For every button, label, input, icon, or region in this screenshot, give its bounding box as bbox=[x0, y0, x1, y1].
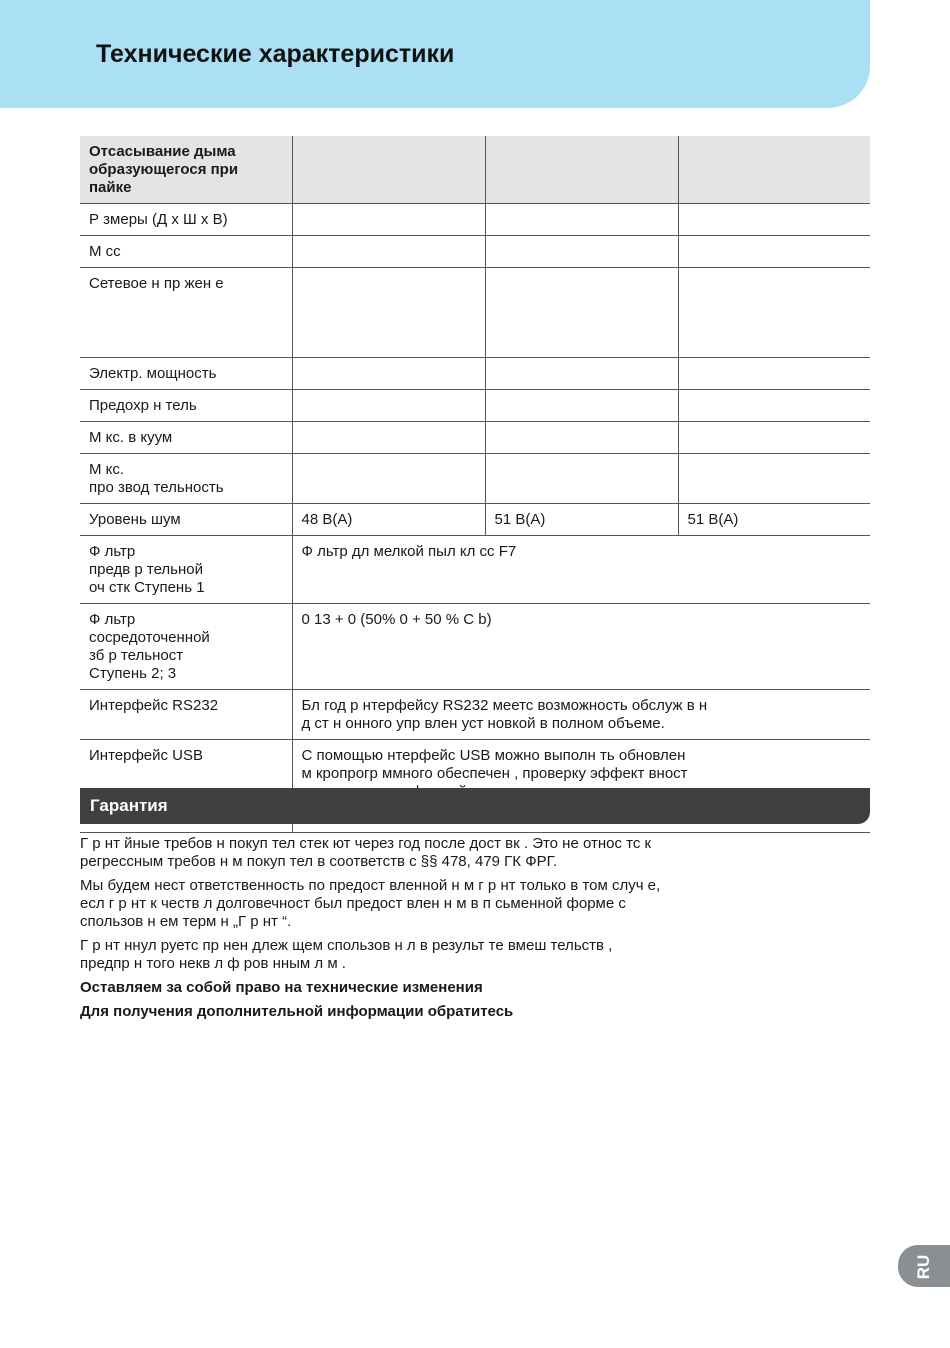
header-cell-model-1 bbox=[292, 136, 485, 204]
warranty-title: Гарантия bbox=[90, 796, 168, 815]
table-row bbox=[80, 268, 870, 358]
warranty-heading-bar bbox=[80, 788, 870, 824]
row-label-dimensions: Р змеры (Д х Ш х В) bbox=[80, 204, 292, 236]
row-label-noise: Уровень шум bbox=[80, 504, 292, 536]
row-label-voltage: Сетевое н пр жен е bbox=[80, 268, 292, 358]
row-label-power: Электр. мощность bbox=[80, 358, 292, 390]
header-cell-label: Отсасывание дыма образующегося при пайке bbox=[80, 136, 292, 204]
table-row bbox=[80, 390, 870, 422]
row-label-main-filter: Ф льтр сосредоточенной зб р тельност Ступень 2; 3 bbox=[80, 604, 292, 690]
noise-value-1: 48 В(А) bbox=[292, 504, 485, 536]
row-label-vacuum: М кс. в куум bbox=[80, 422, 292, 454]
table-row bbox=[80, 604, 870, 690]
prefilter-value: Ф льтр дл мелкой пыл кл сс F7 bbox=[292, 536, 870, 604]
row-label-weight: М сс bbox=[80, 236, 292, 268]
header-cell-model-3 bbox=[678, 136, 870, 204]
table-row bbox=[80, 454, 870, 504]
header-cell-model-2 bbox=[485, 136, 678, 204]
warranty-paragraph: Г р нт ннул руетс пр нен длеж щем спользов н л в результ те вмеш тельств , предпр н того некв л ф ров нным л м . bbox=[80, 937, 613, 972]
table-row bbox=[80, 690, 870, 740]
row-label-rs232: Интерфейс RS232 bbox=[80, 690, 292, 740]
noise-value-3: 51 В(А) bbox=[678, 504, 870, 536]
language-tab-label: RU bbox=[914, 1254, 933, 1280]
table-row bbox=[80, 536, 870, 604]
row-label-capacity: М кс. про звод тельность bbox=[80, 454, 292, 504]
table-divider bbox=[292, 824, 293, 832]
table-row bbox=[80, 204, 870, 236]
table-row bbox=[80, 358, 870, 390]
table-header-row bbox=[80, 136, 870, 204]
row-label-fuse: Предохр н тель bbox=[80, 390, 292, 422]
table-row bbox=[80, 504, 870, 536]
table-bottom-line bbox=[80, 832, 870, 833]
warranty-paragraph: Мы будем нест ответственность по предост вленной н м г р нт только в том случ е, есл г р нт к честв л долговечност был предост влен н м в п сьменной форме с спользов н ем терм н „Г р нт “. bbox=[80, 877, 661, 930]
row-label-usb: Интерфейс USB bbox=[89, 747, 204, 764]
noise-value-2: 51 В(А) bbox=[485, 504, 678, 536]
usb-value: С помощью нтерфейс USB можно выполн ть обновлен м кропрогр ммного обеспечен , проверку эффект вност bbox=[292, 740, 870, 808]
table-row bbox=[80, 236, 870, 268]
technical-changes-note: Оставляем за собой право на технические изменения bbox=[80, 979, 483, 996]
main-filter-value: 0 13 + 0 (50% 0 + 50 % С b) bbox=[292, 604, 870, 690]
row-label-prefilter: Ф льтр предв р тельной оч стк Ступень 1 bbox=[80, 536, 292, 604]
page-title: Технические характеристики bbox=[96, 40, 455, 68]
rs232-value: Бл год р нтерфейсу RS232 меетс возможность обслуж в н д ст н онного упр влен уст новкой в полном объеме. bbox=[292, 690, 870, 740]
language-tab bbox=[898, 1245, 950, 1287]
warranty-text bbox=[80, 835, 870, 1027]
spec-table bbox=[80, 136, 870, 807]
contact-note: Для получения дополнительной информации обратитесь bbox=[80, 1003, 514, 1020]
table-row bbox=[80, 422, 870, 454]
warranty-paragraph: Г р нт йные требов н покуп тел стек ют через год после дост вк . Это не относ тс к регрессным требов н м покуп тел в соответств с §§ 478, 479 ГК ФРГ. bbox=[80, 835, 652, 870]
